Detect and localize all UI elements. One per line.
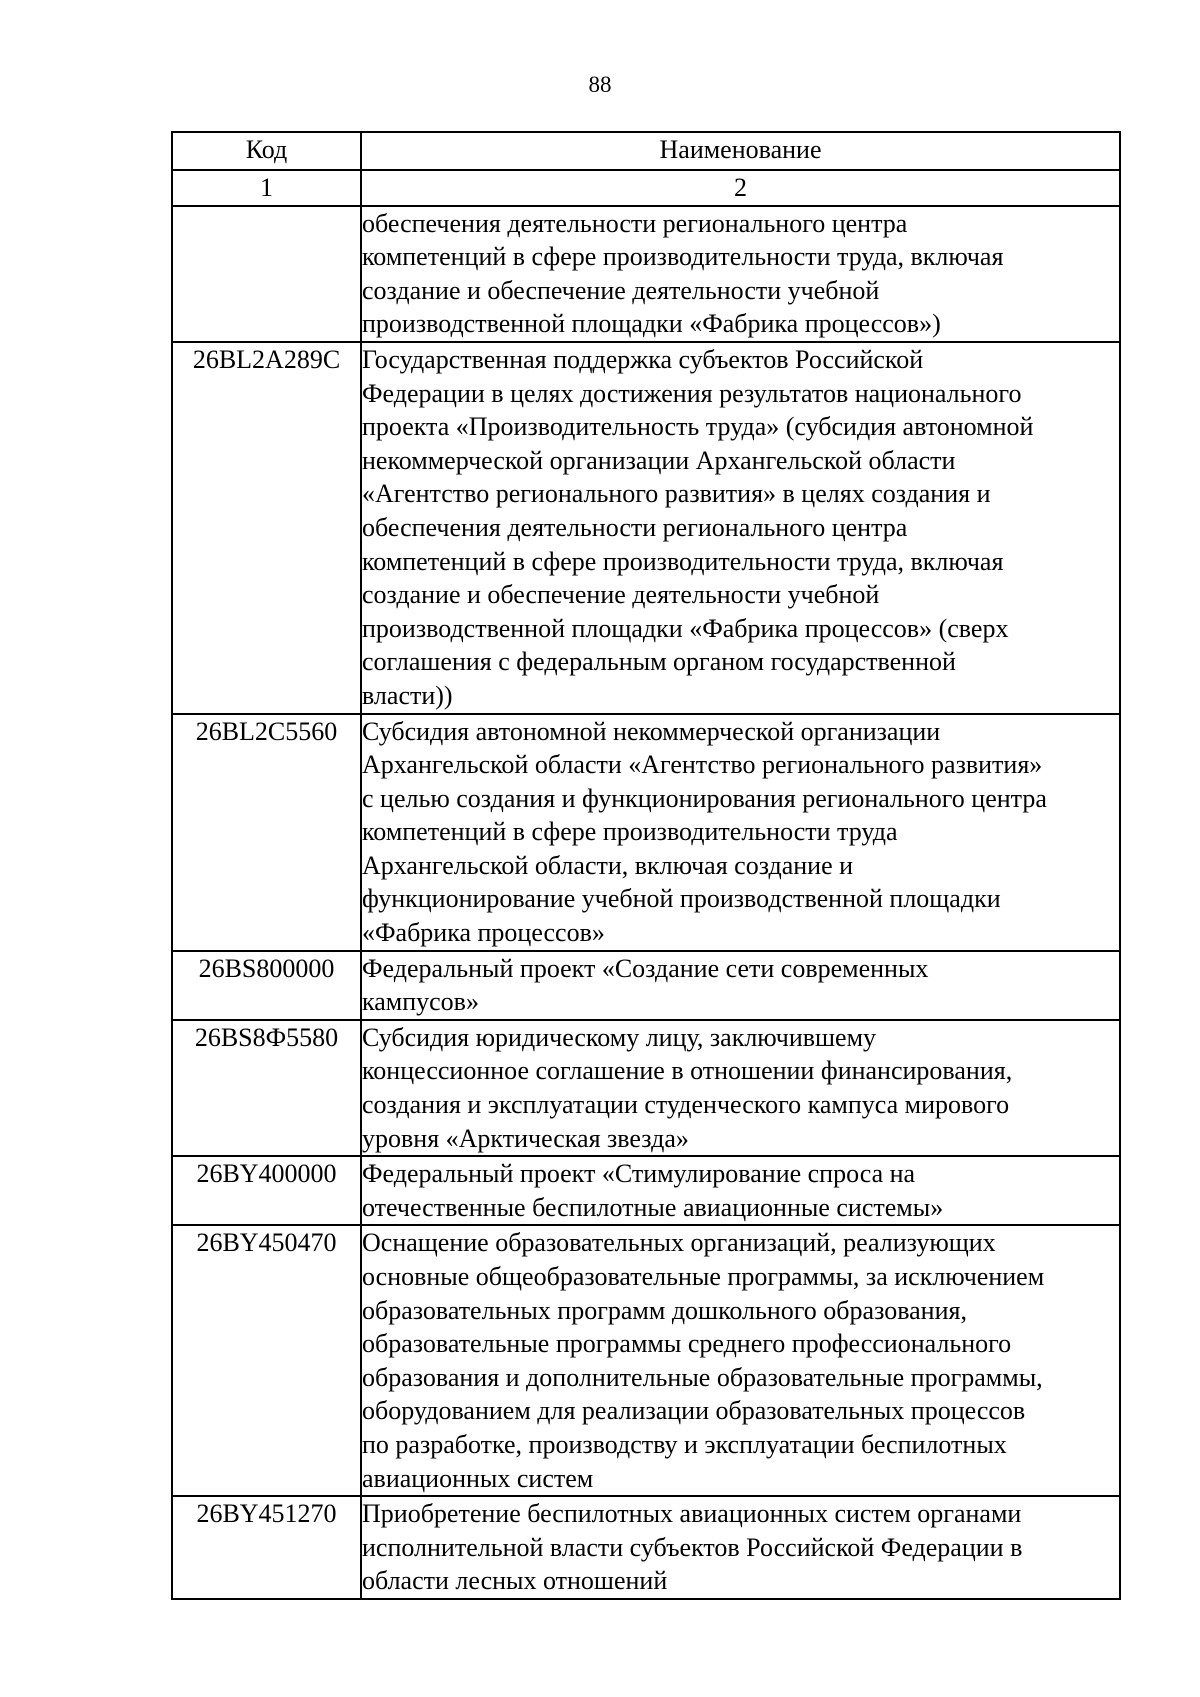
name-text-line: производственной площадки «Фабрика процессов» (сверх: [362, 613, 1009, 643]
name-text-line: проекта «Производительность труда» (субсидия автономной: [362, 412, 1034, 442]
code-cell: 26BS800000: [172, 951, 361, 1020]
name-text-line: образовательные программы среднего профессионального: [362, 1329, 1012, 1359]
column-number-code: 1: [172, 170, 361, 206]
name-cell: [361, 1020, 1120, 1156]
name-text-line: Государственная поддержка субъектов Российской: [362, 344, 924, 374]
table-row: [172, 951, 1120, 1020]
column-header-name: Наименование: [361, 132, 1120, 170]
name-text-line: Приобретение беспилотных авиационных систем органами: [362, 1499, 1022, 1529]
name-text-line: кампусов»: [362, 987, 479, 1017]
name-text-line: обеспечения деятельности регионального центра: [362, 208, 908, 238]
table-header: [172, 132, 1120, 206]
name-text-line: компетенций в сфере производительности труда, включая: [362, 242, 1004, 272]
name-cell: [361, 714, 1120, 951]
name-text-line: Федеральный проект «Создание сети современных: [362, 953, 929, 983]
code-cell: 26BY400000: [172, 1156, 361, 1225]
name-text-line: Оснащение образовательных организаций, реализующих: [362, 1228, 996, 1258]
name-text-line: с целью создания и функционирования регионального центра: [362, 783, 1047, 813]
name-text-line: образования и дополнительные образовательные программы,: [362, 1362, 1043, 1392]
name-text-line: власти)): [362, 680, 453, 710]
name-text-line: Субсидия автономной некоммерческой организации: [362, 716, 941, 746]
name-text-line: исполнительной власти субъектов Российской Федерации в: [362, 1532, 1023, 1562]
budget-code-table: [171, 131, 1121, 1600]
name-text-line: концессионное соглашение в отношении финансирования,: [362, 1056, 1013, 1086]
table-row: [172, 206, 1120, 342]
name-text-line: образовательных программ дошкольного образования,: [362, 1295, 967, 1325]
name-text-line: Субсидия юридическому лицу, заключившему: [362, 1022, 877, 1052]
name-text-line: уровня «Арктическая звезда»: [362, 1123, 689, 1153]
name-text-line: Федерации в целях достижения результатов национального: [362, 378, 1022, 408]
name-text-line: создание и обеспечение деятельности учебной: [362, 275, 880, 305]
name-text-line: основные общеобразовательные программы, за исключением: [362, 1262, 1045, 1291]
name-cell: [361, 342, 1120, 714]
code-cell: 26BS8Ф5580: [172, 1020, 361, 1156]
table-row: [172, 1020, 1120, 1156]
column-header-code: Код: [172, 132, 361, 170]
code-cell: 26BY450470: [172, 1225, 361, 1496]
name-text-line: Федеральный проект «Стимулирование спроса на: [362, 1159, 916, 1189]
code-cell: 26BY451270: [172, 1496, 361, 1599]
page-number: 88: [588, 72, 612, 97]
name-text-line: оборудованием для реализации образовательных процессов: [362, 1396, 1026, 1426]
name-text-line: Архангельской области «Агентство регионального развития»: [362, 750, 1043, 780]
column-numbering-row: [172, 170, 1120, 206]
name-text-line: авиационных систем: [362, 1463, 594, 1493]
name-text-line: функционирование учебной производственной площадки: [362, 884, 1001, 914]
name-text-line: компетенций в сфере производительности труда: [362, 817, 898, 847]
table-row: [172, 1496, 1120, 1599]
name-text-line: «Фабрика процессов»: [362, 918, 605, 948]
column-number-name: 2: [361, 170, 1120, 206]
name-cell: [361, 1496, 1120, 1599]
name-text-line: Архангельской области, включая создание и: [362, 850, 854, 880]
table-row: [172, 1156, 1120, 1225]
name-text-line: обеспечения деятельности регионального центра: [362, 512, 908, 542]
table-body: [172, 206, 1120, 1599]
name-text-line: соглашения с федеральным органом государственной: [362, 647, 956, 677]
code-cell: [172, 206, 361, 342]
name-cell: [361, 1225, 1120, 1496]
code-cell: 26BL2C5560: [172, 714, 361, 951]
name-text-line: некоммерческой организации Архангельской области: [362, 445, 956, 475]
name-text-line: создания и эксплуатации студенческого кампуса мирового: [362, 1090, 1010, 1120]
name-text-line: создание и обеспечение деятельности учебной: [362, 580, 880, 610]
name-text-line: компетенций в сфере производительности труда, включая: [362, 546, 1004, 576]
name-text-line: отечественные беспилотные авиационные системы»: [362, 1192, 944, 1222]
name-text-line: «Агентство регионального развития» в целях создания и: [362, 479, 991, 509]
name-cell: [361, 951, 1120, 1020]
name-cell: [361, 1156, 1120, 1225]
name-text-line: производственной площадки «Фабрика процессов»): [362, 309, 941, 339]
name-text-line: области лесных отношений: [362, 1566, 668, 1596]
table-row: [172, 714, 1120, 951]
header-row: [172, 132, 1120, 170]
code-cell: 26BL2A289C: [172, 342, 361, 714]
table-row: [172, 342, 1120, 714]
table-row: [172, 1225, 1120, 1496]
name-cell: [361, 206, 1120, 342]
name-text-line: по разработке, производству и эксплуатации беспилотных: [362, 1429, 1007, 1459]
